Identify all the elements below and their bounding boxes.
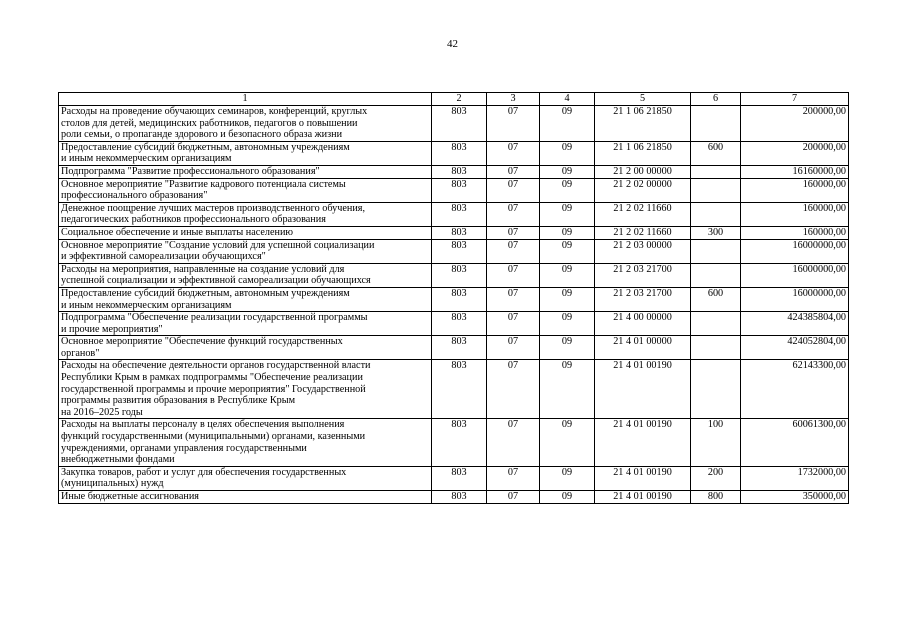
- target-article-cell: 21 2 03 00000: [595, 239, 691, 263]
- ministry-code-cell: 803: [432, 466, 487, 490]
- item-name-cell: Расходы на мероприятия, направленные на создание условий для успешной социализации и эффективной самореализации обучающихся: [59, 263, 432, 287]
- expense-type-cell: 600: [691, 141, 741, 165]
- table-row: [59, 239, 849, 263]
- table-header-row: [59, 93, 849, 106]
- table-row: [59, 178, 849, 202]
- table-row: [59, 226, 849, 239]
- ministry-code-cell: 803: [432, 312, 487, 336]
- ministry-code-cell: 803: [432, 202, 487, 226]
- ministry-code-cell: 803: [432, 239, 487, 263]
- budget-table: [58, 92, 849, 504]
- column-header: 5: [595, 93, 691, 106]
- section-code-cell: 07: [487, 178, 540, 202]
- subsection-code-cell: 09: [540, 178, 595, 202]
- item-name-cell: Основное мероприятие "Развитие кадрового потенциала системы профессионального образования": [59, 178, 432, 202]
- table-row: [59, 336, 849, 360]
- column-header: 2: [432, 93, 487, 106]
- page-number: 42: [447, 38, 458, 50]
- target-article-cell: 21 1 06 21850: [595, 106, 691, 142]
- subsection-code-cell: 09: [540, 491, 595, 504]
- section-code-cell: 07: [487, 419, 540, 466]
- column-header: 3: [487, 93, 540, 106]
- section-code-cell: 07: [487, 106, 540, 142]
- expense-type-cell: 800: [691, 491, 741, 504]
- amount-cell: 160000,00: [741, 202, 849, 226]
- item-name-cell: Денежное поощрение лучших мастеров производственного обучения, педагогических работников профессионального образования: [59, 202, 432, 226]
- expense-type-cell: [691, 165, 741, 178]
- subsection-code-cell: 09: [540, 202, 595, 226]
- amount-cell: 350000,00: [741, 491, 849, 504]
- target-article-cell: 21 4 00 00000: [595, 312, 691, 336]
- subsection-code-cell: 09: [540, 165, 595, 178]
- table-row: [59, 165, 849, 178]
- item-name-cell: Иные бюджетные ассигнования: [59, 491, 432, 504]
- ministry-code-cell: 803: [432, 360, 487, 419]
- amount-cell: 424385804,00: [741, 312, 849, 336]
- expense-type-cell: [691, 202, 741, 226]
- section-code-cell: 07: [487, 360, 540, 419]
- column-header: 7: [741, 93, 849, 106]
- ministry-code-cell: 803: [432, 287, 487, 311]
- section-code-cell: 07: [487, 239, 540, 263]
- section-code-cell: 07: [487, 141, 540, 165]
- item-name-cell: Расходы на выплаты персоналу в целях обеспечения выполнения функций государственными (муниципальными) органами, казенными учреждениями, органами управления государственными внебюджетными фондами: [59, 419, 432, 466]
- target-article-cell: 21 2 02 00000: [595, 178, 691, 202]
- section-code-cell: 07: [487, 287, 540, 311]
- expense-type-cell: 100: [691, 419, 741, 466]
- amount-cell: 200000,00: [741, 141, 849, 165]
- expense-type-cell: [691, 312, 741, 336]
- amount-cell: 16000000,00: [741, 239, 849, 263]
- target-article-cell: 21 1 06 21850: [595, 141, 691, 165]
- item-name-cell: Подпрограмма "Развитие профессионального образования": [59, 165, 432, 178]
- item-name-cell: Закупка товаров, работ и услуг для обеспечения государственных (муниципальных) нужд: [59, 466, 432, 490]
- amount-cell: 200000,00: [741, 106, 849, 142]
- target-article-cell: 21 2 00 00000: [595, 165, 691, 178]
- subsection-code-cell: 09: [540, 263, 595, 287]
- section-code-cell: 07: [487, 312, 540, 336]
- subsection-code-cell: 09: [540, 360, 595, 419]
- ministry-code-cell: 803: [432, 165, 487, 178]
- amount-cell: 62143300,00: [741, 360, 849, 419]
- section-code-cell: 07: [487, 165, 540, 178]
- amount-cell: 16000000,00: [741, 287, 849, 311]
- expense-type-cell: [691, 263, 741, 287]
- subsection-code-cell: 09: [540, 226, 595, 239]
- target-article-cell: 21 4 01 00190: [595, 466, 691, 490]
- expense-type-cell: [691, 336, 741, 360]
- item-name-cell: Расходы на проведение обучающих семинаров, конференций, круглых столов для детей, медицинских работников, педагогов о повышении роли семьи, о пропаганде здорового и безопасного образа жизни: [59, 106, 432, 142]
- table-row: [59, 466, 849, 490]
- section-code-cell: 07: [487, 263, 540, 287]
- target-article-cell: 21 2 02 11660: [595, 202, 691, 226]
- ministry-code-cell: 803: [432, 419, 487, 466]
- amount-cell: 160000,00: [741, 178, 849, 202]
- target-article-cell: 21 2 03 21700: [595, 287, 691, 311]
- column-header: 4: [540, 93, 595, 106]
- item-name-cell: Социальное обеспечение и иные выплаты населению: [59, 226, 432, 239]
- ministry-code-cell: 803: [432, 336, 487, 360]
- amount-cell: 424052804,00: [741, 336, 849, 360]
- subsection-code-cell: 09: [540, 336, 595, 360]
- expense-type-cell: [691, 360, 741, 419]
- section-code-cell: 07: [487, 202, 540, 226]
- expense-type-cell: [691, 178, 741, 202]
- section-code-cell: 07: [487, 466, 540, 490]
- subsection-code-cell: 09: [540, 466, 595, 490]
- table-row: [59, 419, 849, 466]
- amount-cell: 1732000,00: [741, 466, 849, 490]
- table-body: [59, 106, 849, 504]
- amount-cell: 16000000,00: [741, 263, 849, 287]
- item-name-cell: Основное мероприятие "Обеспечение функций государственных органов": [59, 336, 432, 360]
- subsection-code-cell: 09: [540, 141, 595, 165]
- table-row: [59, 312, 849, 336]
- ministry-code-cell: 803: [432, 226, 487, 239]
- target-article-cell: 21 4 01 00000: [595, 336, 691, 360]
- expense-type-cell: 600: [691, 287, 741, 311]
- table-row: [59, 202, 849, 226]
- target-article-cell: 21 4 01 00190: [595, 491, 691, 504]
- expense-type-cell: [691, 106, 741, 142]
- subsection-code-cell: 09: [540, 106, 595, 142]
- ministry-code-cell: 803: [432, 263, 487, 287]
- section-code-cell: 07: [487, 491, 540, 504]
- target-article-cell: 21 2 02 11660: [595, 226, 691, 239]
- table-row: [59, 106, 849, 142]
- section-code-cell: 07: [487, 226, 540, 239]
- target-article-cell: 21 4 01 00190: [595, 419, 691, 466]
- column-header: 6: [691, 93, 741, 106]
- table-row: [59, 263, 849, 287]
- expense-type-cell: 200: [691, 466, 741, 490]
- expense-type-cell: 300: [691, 226, 741, 239]
- expense-type-cell: [691, 239, 741, 263]
- ministry-code-cell: 803: [432, 106, 487, 142]
- item-name-cell: Расходы на обеспечение деятельности органов государственной власти Республики Крым в рамках подпрограммы "Обеспечение реализации государственной программы и прочие мероприятия" Государственной программы развития образования в Республике Крым на 2016–2025 годы: [59, 360, 432, 419]
- item-name-cell: Подпрограмма "Обеспечение реализации государственной программы и прочие мероприятия": [59, 312, 432, 336]
- ministry-code-cell: 803: [432, 491, 487, 504]
- ministry-code-cell: 803: [432, 141, 487, 165]
- section-code-cell: 07: [487, 336, 540, 360]
- amount-cell: 60061300,00: [741, 419, 849, 466]
- table-row: [59, 141, 849, 165]
- subsection-code-cell: 09: [540, 239, 595, 263]
- item-name-cell: Предоставление субсидий бюджетным, автономным учреждениям и иным некоммерческим организациям: [59, 287, 432, 311]
- item-name-cell: Предоставление субсидий бюджетным, автономным учреждениям и иным некоммерческим организациям: [59, 141, 432, 165]
- table-row: [59, 491, 849, 504]
- target-article-cell: 21 2 03 21700: [595, 263, 691, 287]
- column-header: 1: [59, 93, 432, 106]
- ministry-code-cell: 803: [432, 178, 487, 202]
- subsection-code-cell: 09: [540, 287, 595, 311]
- amount-cell: 160000,00: [741, 226, 849, 239]
- table-row: [59, 360, 849, 419]
- item-name-cell: Основное мероприятие "Создание условий для успешной социализации и эффективной самореализации обучающихся": [59, 239, 432, 263]
- amount-cell: 16160000,00: [741, 165, 849, 178]
- target-article-cell: 21 4 01 00190: [595, 360, 691, 419]
- subsection-code-cell: 09: [540, 419, 595, 466]
- table-row: [59, 287, 849, 311]
- subsection-code-cell: 09: [540, 312, 595, 336]
